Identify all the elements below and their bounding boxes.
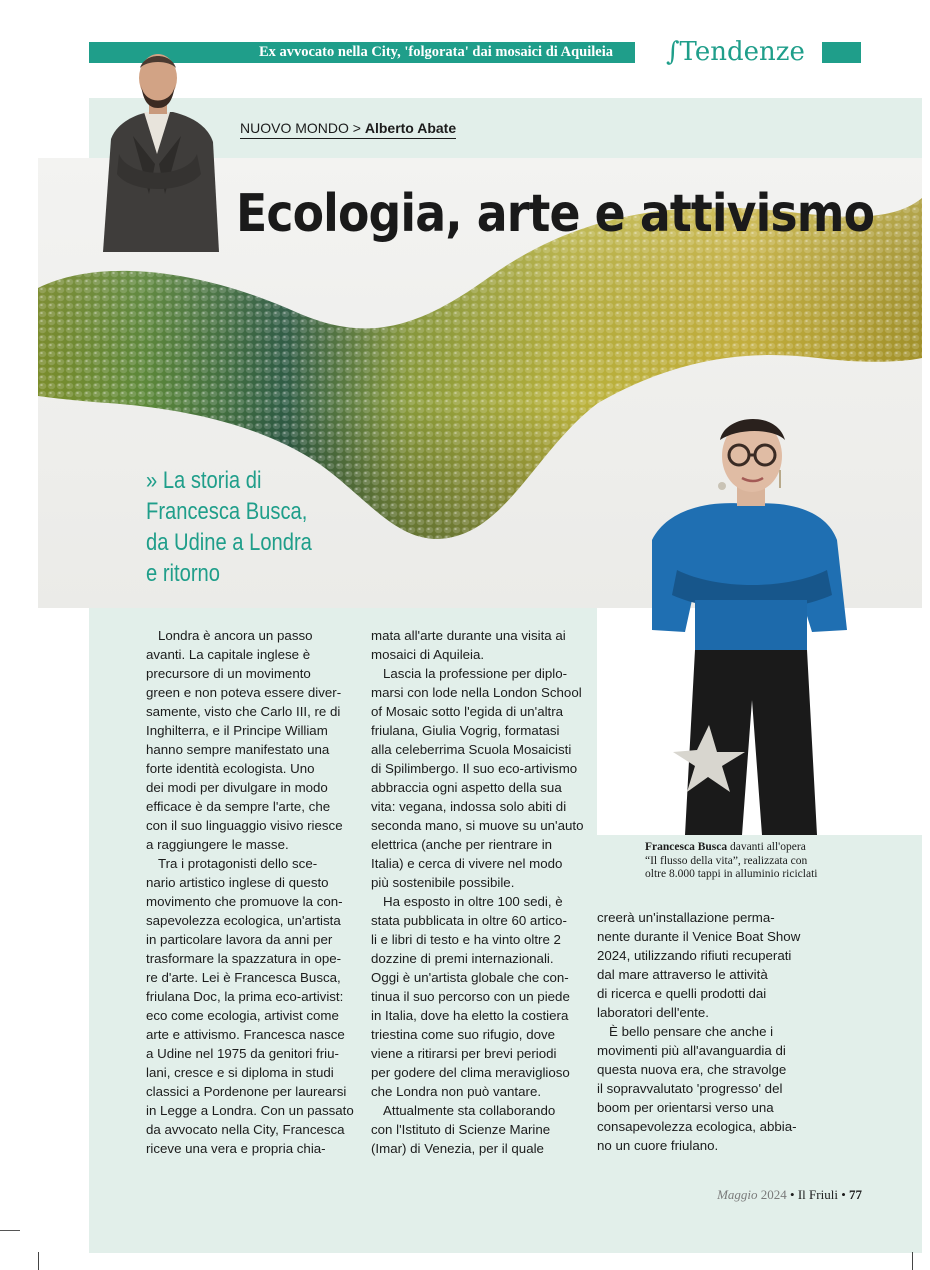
body-line: con il suo linguaggio visivo riesce <box>146 818 343 833</box>
body-line: movimento che promuove la con- <box>146 894 343 909</box>
body-column-2 <box>371 626 584 1158</box>
body-line: per godere del clima meraviglioso <box>371 1065 570 1080</box>
byline-author: Alberto Abate <box>364 120 457 136</box>
section-name: Tendenze <box>679 37 805 67</box>
trim-mark <box>0 1230 20 1231</box>
body-line: friulana, Giulia Vogrig, formatasi <box>371 723 560 738</box>
body-line: Londra è ancora un passo <box>158 628 313 643</box>
body-line: in Legge a Londra. Con un passato <box>146 1103 354 1118</box>
body-line: Tra i protagonisti dello sce- <box>158 856 318 871</box>
body-line: hanno sempre manifestato una <box>146 742 330 757</box>
artist-photo <box>597 400 922 835</box>
body-line: sapevolezza ecologica, un'artista <box>146 913 341 928</box>
body-line: samente, visto che Carlo III, re di <box>146 704 341 719</box>
body-line: 2024, utilizzando rifiuti recuperati <box>597 948 792 963</box>
section-label <box>666 35 805 69</box>
folio-year: 2024 <box>760 1187 787 1202</box>
body-line: a Udine nel 1975 da genitori friu- <box>146 1046 339 1061</box>
body-line: dozzine di premi internazionali. <box>371 951 554 966</box>
body-line: efficace è da sempre l'arte, che <box>146 799 331 814</box>
body-line: Attualmente sta collaborando <box>383 1103 556 1118</box>
body-line: triestina come suo rifugio, dove <box>371 1027 556 1042</box>
body-line: in particolare lavora da anni per <box>146 932 333 947</box>
body-line: a raggiungere le masse. <box>146 837 289 852</box>
body-line: mosaici di Aquileia. <box>371 647 485 662</box>
body-line: (Imar) di Venezia, per il quale <box>371 1141 544 1156</box>
body-line: abbraccia ogni aspetto della sua <box>371 780 562 795</box>
caption-rest: davanti all'opera <box>727 841 806 853</box>
body-line: Inghilterra, e il Principe William <box>146 723 328 738</box>
headline: Ecologia, arte e attivismo <box>236 184 875 244</box>
body-line: vita: vegana, indossa solo abiti di <box>371 799 567 814</box>
body-line: con l'Istituto di Scienze Marine <box>371 1122 551 1137</box>
body-column-3 <box>597 908 807 1155</box>
body-line: friulana Doc, la prima eco-artivist: <box>146 989 344 1004</box>
body-line: eco come ecologia, artivist come <box>146 1008 339 1023</box>
subhead <box>146 465 364 589</box>
body-line: re d'arte. Lei è Francesca Busca, <box>146 970 341 985</box>
body-line: green e non poteva essere diver- <box>146 685 342 700</box>
subhead-line: da Udine a Londra <box>146 529 312 556</box>
header-strap: Ex avvocato nella City, 'folgorata' dai mosaici di Aquileia <box>258 44 613 60</box>
body-line: movimenti più all'avanguardia di <box>597 1043 786 1058</box>
folio-magazine: Il Friuli <box>797 1187 838 1202</box>
byline-rubric: NUOVO MONDO > <box>240 120 361 136</box>
body-line: stata pubblicata in oltre 60 artico- <box>371 913 567 928</box>
body-line: Italia) e cerca di vivere nel modo <box>371 856 563 871</box>
body-line: seconda mano, si muove su un'auto <box>371 818 584 833</box>
body-line: nente durante il Venice Boat Show <box>597 929 801 944</box>
author-photo <box>89 44 225 252</box>
subhead-line: » La storia di <box>146 467 262 494</box>
body-line: consapevolezza ecologica, abbia- <box>597 1119 797 1134</box>
body-line: precursore di un movimento <box>146 666 311 681</box>
byline <box>240 120 456 139</box>
body-line: tinua il suo percorso con un piede <box>371 989 570 1004</box>
body-line: viene a ritirarsi per brevi periodi <box>371 1046 557 1061</box>
body-line: di ricerca e quelli prodotti dai <box>597 986 767 1001</box>
body-line: li e libri di testo e ha vinto oltre 2 <box>371 932 561 947</box>
body-line: arte e attivismo. Francesca nasce <box>146 1027 345 1042</box>
body-line: più sostenibile possibile. <box>371 875 515 890</box>
body-line: dei modi per divulgare in modo <box>146 780 328 795</box>
body-line: forte identità ecologista. Uno <box>146 761 315 776</box>
folio-month: Maggio <box>717 1187 758 1202</box>
body-line: in Italia, dove ha eletto la costiera <box>371 1008 569 1023</box>
body-line: nario artistico inglese di questo <box>146 875 329 890</box>
body-line: alla celeberrima Scuola Mosaicisti <box>371 742 572 757</box>
folio-separator: • <box>837 1187 849 1202</box>
body-line: trasformare la spazzatura in ope- <box>146 951 342 966</box>
body-line: dal mare attraverso le attività <box>597 967 768 982</box>
body-line: avanti. La capitale inglese è <box>146 647 311 662</box>
caption-line: oltre 8.000 tappi in alluminio riciclati <box>645 868 818 880</box>
body-line: il sopravvalutato 'progresso' del <box>597 1081 783 1096</box>
body-line: Ha esposto in oltre 100 sedi, è <box>383 894 563 909</box>
body-line: of Mosaic sotto l'egida di un'altra <box>371 704 564 719</box>
page-folio <box>717 1187 862 1203</box>
body-line: questa nuova era, che stravolge <box>597 1062 787 1077</box>
subhead-line: Francesca Busca, <box>146 498 308 525</box>
body-line: creerà un'installazione perma- <box>597 910 775 925</box>
trim-mark <box>38 1252 39 1270</box>
trim-mark <box>912 1252 913 1270</box>
section-mark-glyph: ∫ <box>666 37 680 67</box>
body-line: da avvocato nella City, Francesca <box>146 1122 345 1137</box>
body-line: laboratori dell'ente. <box>597 1005 709 1020</box>
body-line: lani, cresce e si diploma in studi <box>146 1065 334 1080</box>
body-line: no un cuore friulano. <box>597 1138 719 1153</box>
body-line: È bello pensare che anche i <box>609 1024 774 1039</box>
caption-line: “Il flusso della vita”, realizzata con <box>645 854 808 867</box>
body-line: mata all'arte durante una visita ai <box>371 628 566 643</box>
subhead-line: e ritorno <box>146 560 220 587</box>
photo-caption <box>645 841 915 882</box>
body-line: boom per orientarsi verso una <box>597 1100 774 1115</box>
body-line: riceve una vera e propria chia- <box>146 1141 326 1156</box>
body-column-1 <box>146 626 356 1158</box>
section-bar <box>822 42 861 63</box>
page-number: 77 <box>849 1187 862 1202</box>
body-line: marsi con lode nella London School <box>371 685 582 700</box>
body-line: Lascia la professione per diplo- <box>383 666 568 681</box>
caption-name: Francesca Busca <box>645 841 728 853</box>
caption-line <box>645 841 915 855</box>
folio-separator: • <box>786 1187 798 1202</box>
body-line: Oggi è un'artista globale che con- <box>371 970 569 985</box>
body-line: elettrica (anche per rientrare in <box>371 837 553 852</box>
body-line: classici a Pordenone per laurearsi <box>146 1084 347 1099</box>
body-line: che Londra non può vantare. <box>371 1084 542 1099</box>
body-line: di Spilimbergo. Il suo eco-artivismo <box>371 761 578 776</box>
